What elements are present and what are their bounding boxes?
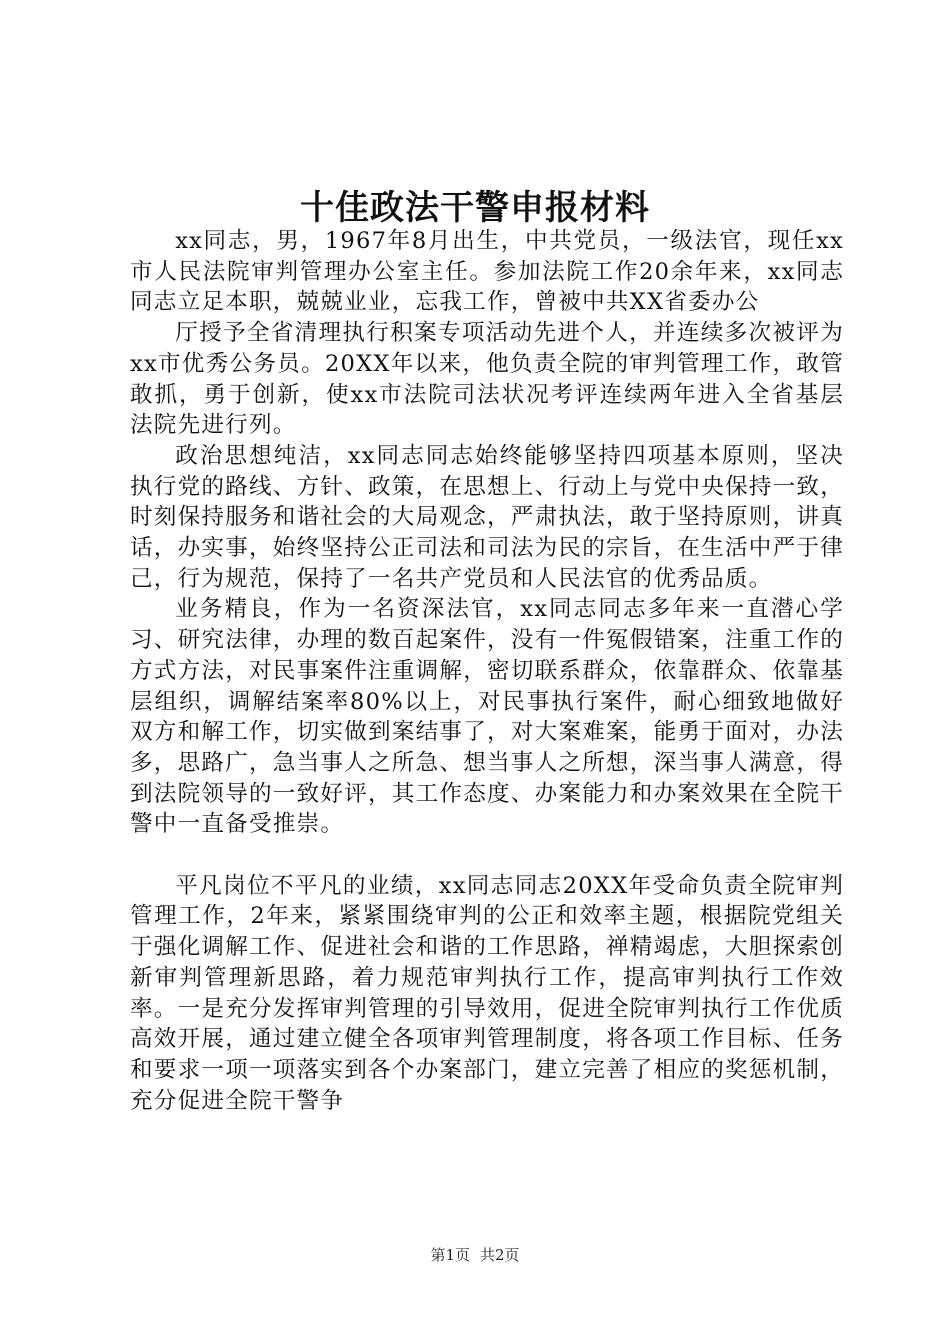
page-number-total: 共2页 (480, 1246, 520, 1264)
page-footer (0, 1245, 950, 1265)
paragraph-5: 平凡岗位不平凡的业绩，xx同志同志20XX年受命负责全院审判管理工作，2年来，紧紧围绕审判的公正和效率主题，根据院党组关于强化调解工作、促进社会和谐的工作思路，禅精竭虑，大胆探索创新审判管理新思路，着力规范审判执行工作，提高审判执行工作效率。一是充分发挥审判管理的引导效用，促进全院审判执行工作优质高效开展，通过建立健全各项审判管理制度，将各项工作目标、任务和要求一项一项落实到各个办案部门，建立完善了相应的奖惩机制，充分促进全院干警争 (130, 872, 844, 1114)
paragraph-1: xx同志，男，1967年8月出生，中共党员，一级法官，现任xx市人民法院审判管理办公室主任。参加法院工作20余年来，xx同志同志立足本职，兢兢业业，忘我工作，曾被中共XX省委办公 (130, 228, 844, 316)
paragraph-4: 业务精良，作为一名资深法官，xx同志同志多年来一直潜心学习、研究法律，办理的数百起案件，没有一件冤假错案，注重工作的方式方法，对民事案件注重调解，密切联系群众，依靠群众、依靠基层组织，调解结案率80%以上，对民事执行案件，耐心细致地做好双方和解工作，切实做到案结事了，对大案难案，能勇于面对，办法多，思路广，急当事人之所急、想当事人之所想，深当事人满意，得到法院领导的一致好评，其工作态度、办案能力和办案效果在全院干警中一直备受推崇。 (130, 596, 844, 838)
page-number-current: 第1页 (430, 1246, 470, 1264)
paragraph-3: 政治思想纯洁，xx同志同志始终能够坚持四项基本原则，坚决执行党的路线、方针、政策，在思想上、行动上与党中央保持一致，时刻保持服务和谐社会的大局观念，严肃执法，敢于坚持原则，讲真话，办实事，始终坚持公正司法和司法为民的宗旨，在生活中严于律己，行为规范，保持了一名共产党员和人民法官的优秀品质。 (130, 442, 844, 592)
paragraph-2: 厅授予全省清理执行积案专项活动先进个人，并连续多次被评为xx市优秀公务员。20XX年以来，他负责全院的审判管理工作，敢管敢抓，勇于创新，使xx市法院司法状况考评连续两年进入全省基层法院先进行列。 (130, 320, 844, 439)
document-title: 十佳政法干警申报材料 (300, 188, 650, 228)
document-body (130, 226, 844, 1116)
